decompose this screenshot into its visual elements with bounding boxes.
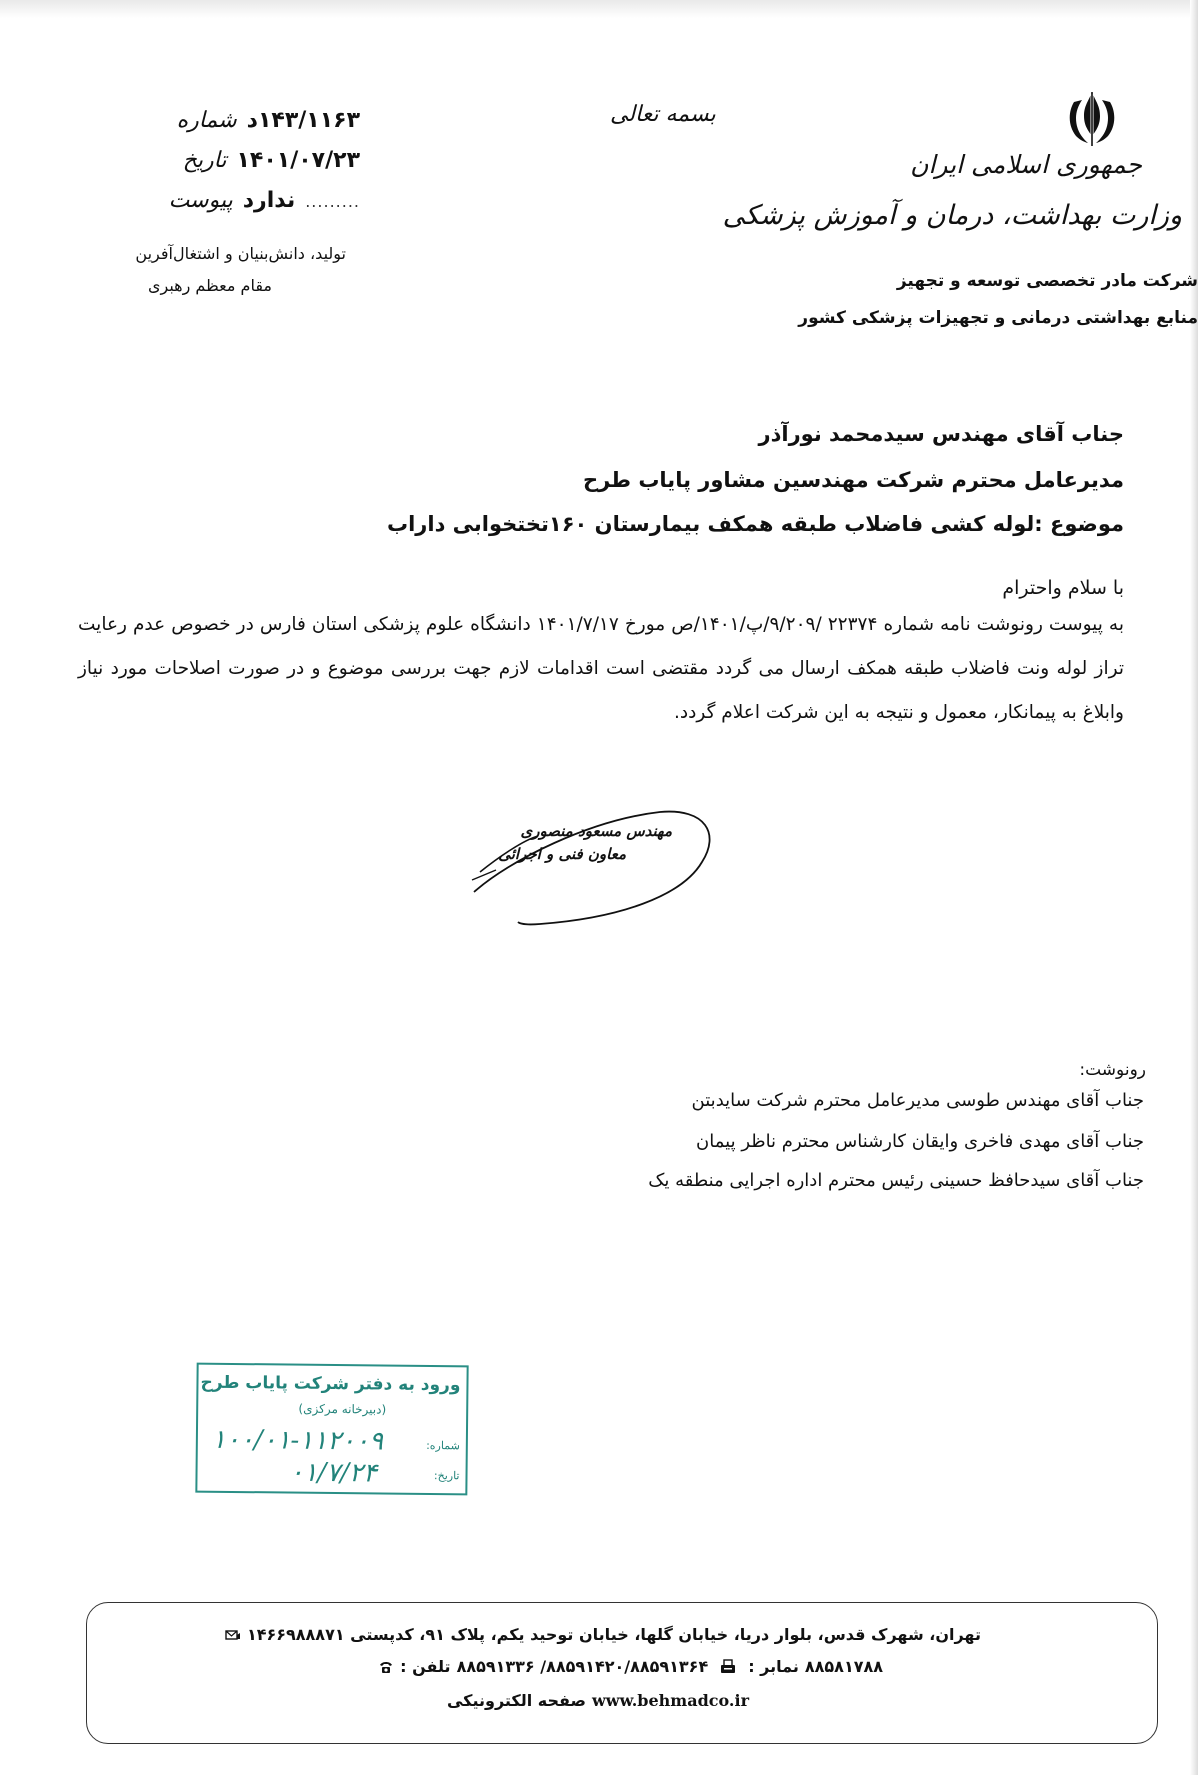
company-name-line2: منابع بهداشتی درمانی و تجهیزات پزشکی کشور <box>798 308 1198 328</box>
web-label: صفحه الکترونیکی <box>446 1691 587 1710</box>
cc-item: جناب آقای مهندس طوسی مدیرعامل محترم شرکت سایدبتن <box>691 1090 1144 1111</box>
handwritten-signature-icon <box>470 800 720 940</box>
date-label: تاریخ <box>182 148 227 173</box>
phone-label: تلفن : <box>400 1657 451 1676</box>
scan-top-edge <box>0 0 1198 18</box>
fax-icon <box>720 1659 736 1674</box>
signatory-name: مهندس مسعود منصوری <box>520 822 672 840</box>
stamp-subtitle: (دبیرخانه مرکزی) <box>298 1401 387 1417</box>
letter-number-row <box>177 108 360 133</box>
date-value: ۱۴۰۱/۰۷/۲۳ <box>236 148 360 173</box>
cc-item: جناب آقای سیدحافظ حسینی رئیس محترم اداره اجرایی منطقه یک <box>648 1170 1144 1191</box>
scan-right-edge <box>1190 0 1198 1775</box>
stamp-date-value: ۰۱/۷/۲۴ <box>289 1457 378 1489</box>
signatory-title: معاون فنی و اجرائی <box>498 845 626 863</box>
slogan-source: مقام معظم رهبری <box>147 276 272 295</box>
addressee-position: مدیرعامل محترم شرکت مهندسین مشاور پایاب طرح <box>583 468 1124 492</box>
number-value: ۱۴۳/۱۱۶۳د <box>246 108 360 133</box>
greeting: با سلام واحترام <box>1002 577 1124 599</box>
reception-stamp <box>195 1363 468 1496</box>
stamp-date-label: تاریخ: <box>433 1469 460 1483</box>
cc-item: جناب آقای مهدی فاخری وایقان کارشناس محترم ناظر پیمان <box>696 1131 1144 1152</box>
slogan-text: تولید، دانش‌بنیان و اشتغال‌آفرین <box>135 244 346 263</box>
footer-address: تهران، شهرک قدس، بلوار دریا، خیابان گلها، خیابان توحید یکم، پلاک ۹۱، کدپستی ۱۴۶۶۹۸۸۸۷۱ <box>246 1625 981 1644</box>
attachment-label: پیوست <box>168 188 233 213</box>
stamp-number-value: ۱۰۰/۰۱-۱۱۲۰۰۹ <box>211 1424 384 1457</box>
republic-text: جمهوری اسلامی ایران <box>910 150 1142 179</box>
fax-number: ۸۸۵۸۱۷۸۸ <box>804 1657 883 1676</box>
fax-label: نمابر : <box>748 1657 799 1676</box>
footer-address-line <box>225 1625 981 1644</box>
footer-web-line <box>447 1691 761 1710</box>
letter-date-row <box>183 148 360 173</box>
iran-emblem-icon <box>1062 88 1122 148</box>
footer-contact-box <box>86 1602 1158 1744</box>
phone-numbers: ۸۸۵۹۱۴۲۰/۸۸۵۹۱۳۶۴/ ۸۸۵۹۱۳۳۶ <box>456 1657 709 1676</box>
cc-heading: رونوشت: <box>1079 1060 1146 1080</box>
company-name-line1: شرکت مادر تخصصی توسعه و تجهیز <box>896 271 1198 291</box>
letter-body: به پیوست رونوشت نامه شماره ۲۲۳۷۴ /۹/۲۰۹/پ/۱۴۰۱/ص مورخ ۱۴۰۱/۷/۱۷ دانشگاه علوم پزشکی استان فارس در خصوص عدم رعایت تراز لوله ونت فاضلاب طبقه همکف ارسال می گردد مقتضی است اقدامات لازم جهت بررسی موضوع و در صورت اصلاحات مورد نیاز وابلاغ به پیمانکار، معمول و نتیجه به این شرکت اعلام گردد. <box>78 614 1124 723</box>
dotted-line: ......... <box>305 192 360 211</box>
website-link[interactable]: www.behmadco.ir <box>592 1691 749 1710</box>
attachment-value: ندارد <box>242 188 296 213</box>
addressee: جناب آقای مهندس سیدمحمد نورآذر <box>758 422 1124 446</box>
footer-phone-line <box>378 1657 883 1676</box>
letter-attachment-row <box>169 188 360 213</box>
mail-hand-icon <box>225 1628 241 1642</box>
number-label: شماره <box>176 108 237 133</box>
besmellah-text: بسمه تعالی <box>610 102 716 127</box>
stamp-number-label: شماره: <box>426 1438 460 1453</box>
letter-subject: موضوع :لوله کشی فاضلاب طبقه همکف بیمارستان ۱۶۰تختخوابی داراب <box>387 512 1124 536</box>
stamp-title: ورود به دفتر شرکت پایاب طرح <box>200 1372 461 1396</box>
ministry-text: وزارت بهداشت، درمان و آموزش پزشکی <box>722 200 1182 231</box>
phone-icon <box>378 1660 394 1674</box>
